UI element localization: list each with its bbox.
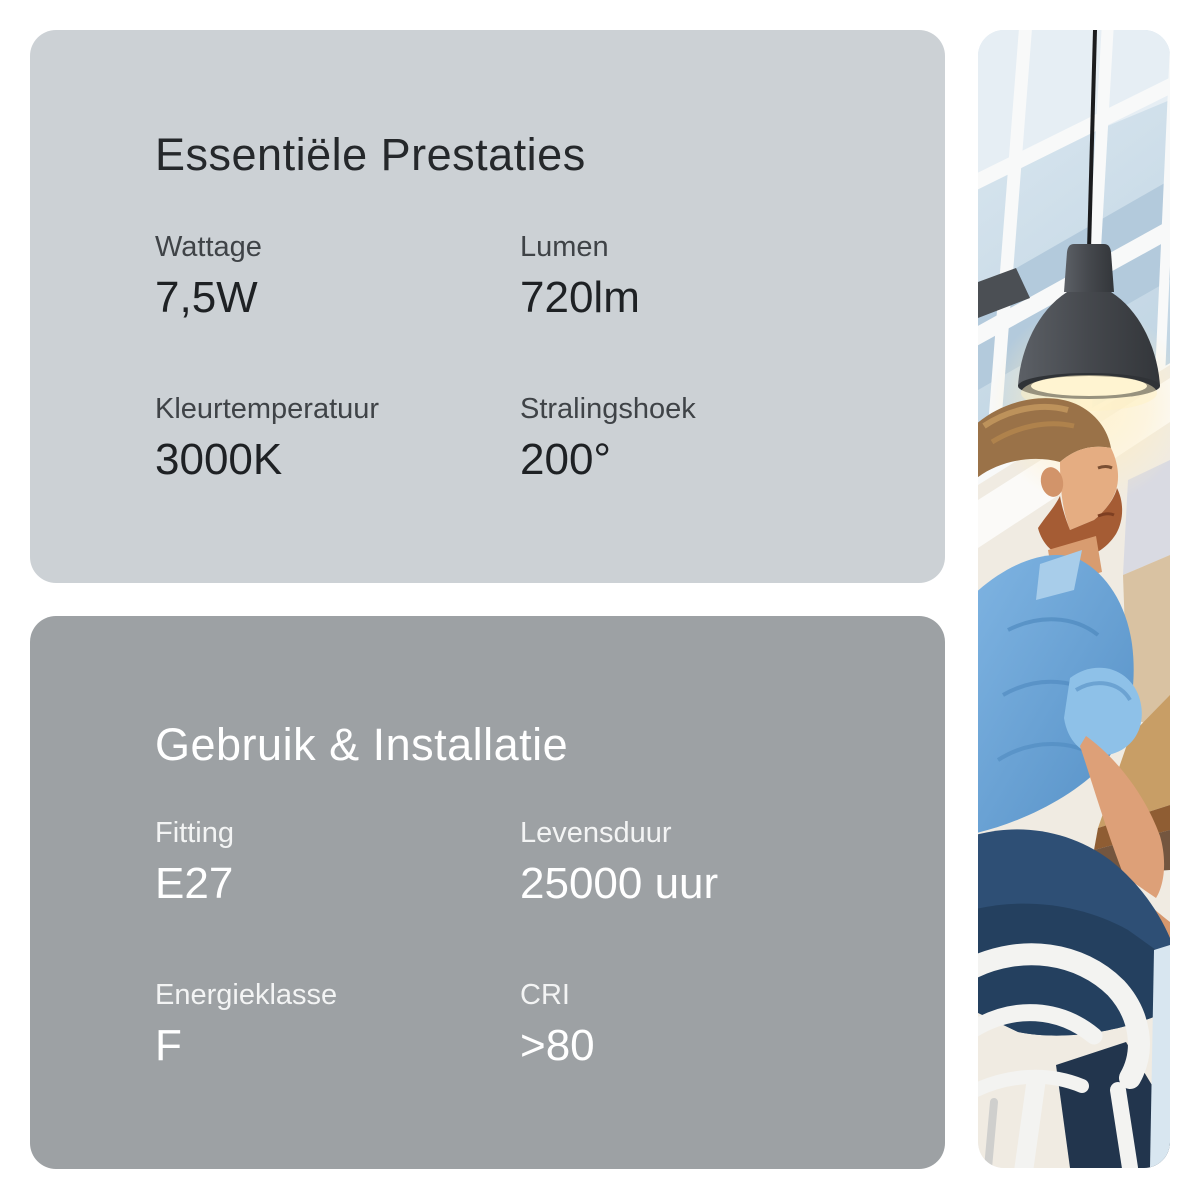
spec-value: F (155, 1021, 182, 1070)
spec-label: Lumen (520, 231, 609, 263)
spec-value: >80 (520, 1021, 595, 1070)
spec-label: Wattage (155, 231, 262, 263)
installation-card-title: Gebruik & Installatie (155, 719, 569, 770)
spec-value: 25000 uur (520, 859, 719, 908)
spec-value: 200° (520, 435, 612, 484)
performance-card (30, 30, 945, 583)
spec-value: E27 (155, 859, 234, 908)
spec-cri (520, 978, 870, 1071)
spec-label: Fitting (155, 817, 234, 849)
spec-label: Kleurtemperatuur (155, 393, 380, 425)
spec-fitting (155, 816, 505, 909)
spec-value: 3000K (155, 435, 283, 484)
spec-stralingshoek (520, 392, 870, 485)
spec-kleurtemperatuur (155, 392, 505, 485)
installation-card (30, 616, 945, 1169)
office-photo-illustration (978, 30, 1170, 1168)
spec-energieklasse (155, 978, 505, 1071)
spec-label: CRI (520, 979, 570, 1011)
spec-label: Stralingshoek (520, 393, 696, 425)
spec-levensduur (520, 816, 870, 909)
spec-value: 720lm (520, 273, 640, 322)
spec-wattage (155, 230, 505, 323)
spec-label: Levensduur (520, 817, 672, 849)
spec-value: 7,5W (155, 273, 258, 322)
spec-label: Energieklasse (155, 979, 338, 1011)
office-photo (978, 30, 1170, 1168)
spec-lumen (520, 230, 870, 323)
performance-card-title: Essentiële Prestaties (155, 129, 586, 180)
